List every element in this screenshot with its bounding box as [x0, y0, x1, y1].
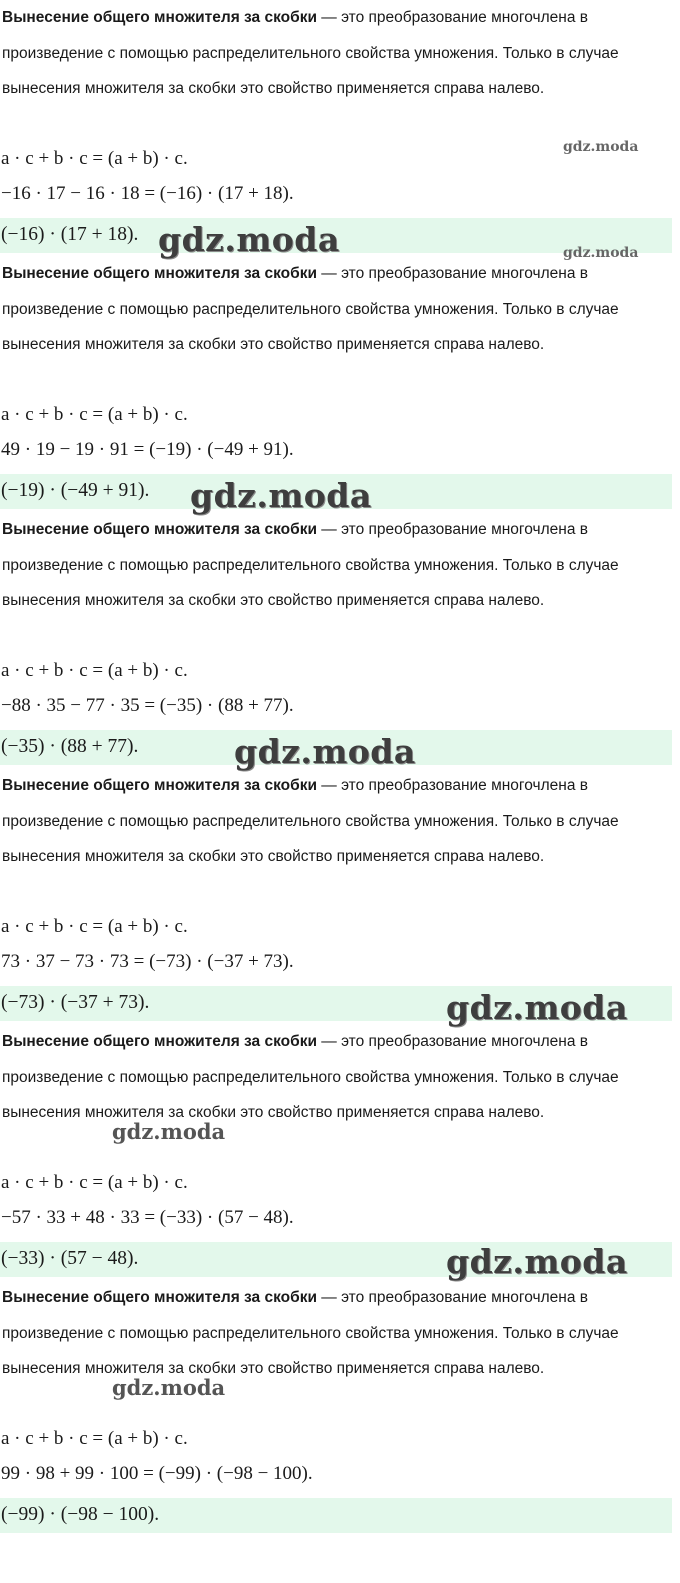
theory-definition: — это преобразование многочлена в произведение с помощью распределительного свойства умножения. Только в случае вынесения множителя за скобки это свойство применяется справа налево.: [2, 1289, 619, 1377]
theory-definition: — это преобразование многочлена в произведение с помощью распределительного свойства умножения. Только в случае вынесения множителя за скобки это свойство применяется справа налево.: [2, 265, 619, 353]
answer: (−35) · (88 + 77).: [1, 736, 139, 757]
theory-paragraph: [2, 1024, 674, 1131]
watermark-logo: gdz.moda: [234, 732, 416, 771]
formula: a · c + b · c = (a + b) · c.: [1, 1172, 188, 1193]
watermark-logo: gdz.moda: [446, 1242, 628, 1281]
expression: −57 · 33 + 48 · 33 = (−33) · (57 − 48).: [1, 1207, 294, 1228]
answer: (−73) · (−37 + 73).: [1, 992, 150, 1013]
watermark-logo: gdz.moda: [563, 139, 639, 155]
solution-block-2: [0, 256, 680, 512]
answer: (−19) · (−49 + 91).: [1, 480, 150, 501]
theory-paragraph: [2, 0, 674, 107]
theory-term: Вынесение общего множителя за скобки: [2, 265, 317, 282]
formula: a · c + b · c = (a + b) · c.: [1, 916, 188, 937]
theory-definition: — это преобразование многочлена в произведение с помощью распределительного свойства умножения. Только в случае вынесения множителя за скобки это свойство применяется справа налево.: [2, 777, 619, 865]
solution-block-4: [0, 768, 680, 1024]
expression: −88 · 35 − 77 · 35 = (−35) · (88 + 77).: [1, 695, 294, 716]
theory-term: Вынесение общего множителя за скобки: [2, 9, 317, 26]
watermark-logo: gdz.moda: [446, 988, 628, 1027]
theory-definition: — это преобразование многочлена в произведение с помощью распределительного свойства умножения. Только в случае вынесения множителя за скобки это свойство применяется справа налево.: [2, 1033, 619, 1121]
formula: a · c + b · c = (a + b) · c.: [1, 148, 188, 169]
answer: (−99) · (−98 − 100).: [1, 1504, 160, 1525]
answer: (−16) · (17 + 18).: [1, 224, 139, 245]
answer: (−33) · (57 − 48).: [1, 1248, 139, 1269]
expression: −16 · 17 − 16 · 18 = (−16) · (17 + 18).: [1, 183, 294, 204]
theory-paragraph: [2, 768, 674, 875]
watermark-logo: gdz.moda: [563, 245, 639, 261]
watermark-logo: gdz.moda: [190, 476, 372, 515]
expression: 49 · 19 − 19 · 91 = (−19) · (−49 + 91).: [1, 439, 294, 460]
solution-block-3: [0, 512, 680, 768]
formula: a · c + b · c = (a + b) · c.: [1, 404, 188, 425]
expression: 73 · 37 − 73 · 73 = (−73) · (−37 + 73).: [1, 951, 294, 972]
watermark-logo: gdz.moda: [158, 220, 340, 259]
solution-block-1: [0, 0, 680, 256]
watermark-logo: gdz.moda: [112, 1375, 226, 1400]
solution-block-6: [0, 1280, 680, 1536]
theory-paragraph: [2, 256, 674, 363]
theory-term: Вынесение общего множителя за скобки: [2, 1033, 317, 1050]
theory-definition: — это преобразование многочлена в произведение с помощью распределительного свойства умножения. Только в случае вынесения множителя за скобки это свойство применяется справа налево.: [2, 521, 619, 609]
formula: a · c + b · c = (a + b) · c.: [1, 660, 188, 681]
theory-paragraph: [2, 1280, 674, 1387]
theory-paragraph: [2, 512, 674, 619]
theory-term: Вынесение общего множителя за скобки: [2, 777, 317, 794]
theory-definition: — это преобразование многочлена в произведение с помощью распределительного свойства умножения. Только в случае вынесения множителя за скобки это свойство применяется справа налево.: [2, 9, 619, 97]
expression: 99 · 98 + 99 · 100 = (−99) · (−98 − 100).: [1, 1463, 313, 1484]
theory-term: Вынесение общего множителя за скобки: [2, 1289, 317, 1306]
formula: a · c + b · c = (a + b) · c.: [1, 1428, 188, 1449]
watermark-logo: gdz.moda: [112, 1119, 226, 1144]
theory-term: Вынесение общего множителя за скобки: [2, 521, 317, 538]
